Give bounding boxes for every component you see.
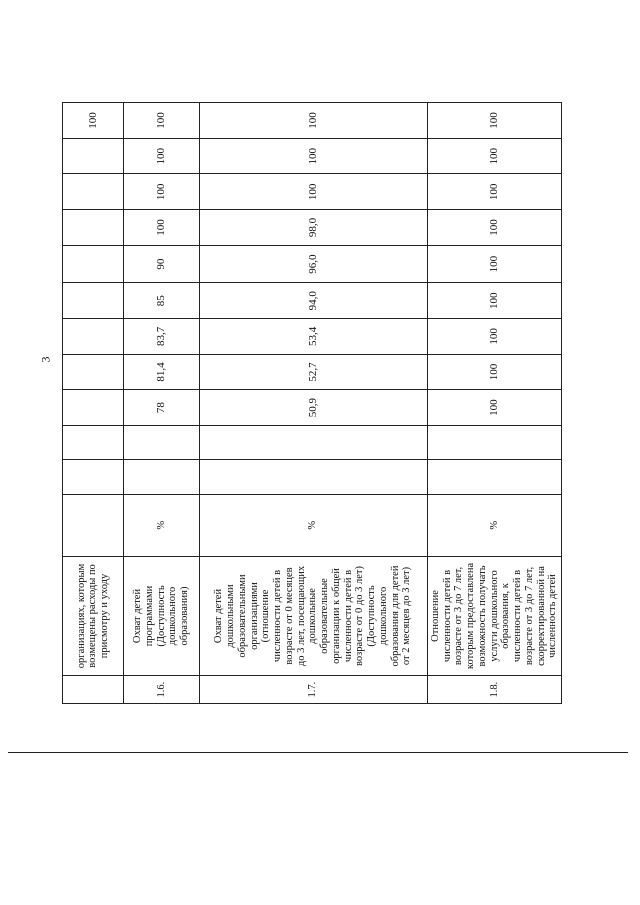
- value-cell: [63, 210, 124, 246]
- unit-cell: [63, 494, 124, 556]
- value-cell: 85: [124, 283, 199, 319]
- value-cell: 96,0: [199, 245, 427, 283]
- value-cell: 100: [199, 138, 427, 174]
- value-cell: 100: [124, 210, 199, 246]
- indicator-table-rotated: [62, 58, 562, 704]
- value-cell: 94,0: [199, 283, 427, 319]
- value-cell: 100: [427, 174, 561, 210]
- row-number-cell: 1.8.: [427, 676, 561, 704]
- value-cell: [63, 319, 124, 355]
- value-cell: [427, 460, 561, 494]
- value-cell: 53,4: [199, 319, 427, 355]
- value-cell: 100: [427, 138, 561, 174]
- value-cell: 100: [427, 103, 561, 139]
- value-cell: 100: [427, 245, 561, 283]
- indicator-name-cell: Охват детей программами (Доступность дошкольного образования): [124, 556, 199, 675]
- row-number-cell: 1.7.: [199, 676, 427, 704]
- value-cell: 100: [199, 174, 427, 210]
- value-cell: [63, 138, 124, 174]
- page-divider-line: [8, 752, 628, 753]
- value-cell: 100: [124, 138, 199, 174]
- page-number: 3: [38, 356, 53, 363]
- value-cell: 100: [427, 319, 561, 355]
- row-number-cell: [63, 676, 124, 704]
- value-cell: [199, 460, 427, 494]
- value-cell: [124, 425, 199, 459]
- value-cell: 50,9: [199, 390, 427, 426]
- value-cell: 100: [124, 174, 199, 210]
- value-cell: 83,7: [124, 319, 199, 355]
- value-cell: 100: [199, 103, 427, 139]
- value-cell: 90: [124, 245, 199, 283]
- unit-cell: %: [427, 494, 561, 556]
- value-cell: 78: [124, 390, 199, 426]
- value-cell: 100: [124, 103, 199, 139]
- value-cell: [63, 354, 124, 390]
- value-cell: 100: [427, 283, 561, 319]
- value-cell: 81,4: [124, 354, 199, 390]
- value-cell: [63, 390, 124, 426]
- unit-cell: %: [199, 494, 427, 556]
- table-row: [63, 59, 124, 704]
- value-cell: [63, 283, 124, 319]
- value-cell: 52,7: [199, 354, 427, 390]
- value-cell: [124, 460, 199, 494]
- value-cell: 100: [427, 210, 561, 246]
- indicator-name-cell: организациях, которым возмещены расходы по присмотру и уходу: [63, 556, 124, 675]
- row-number-cell: 1.6.: [124, 676, 199, 704]
- table-row: [124, 59, 199, 704]
- value-cell: [63, 245, 124, 283]
- indicator-name-cell: Отношение численности детей в возрасте от 3 до 7 лет, которым предоставлена возможность получать услуги дошкольного образования, к численности детей в возрасте от 3 до 7 лет, скорректированной на численность детей: [427, 556, 561, 675]
- unit-cell: %: [124, 494, 199, 556]
- value-cell: 100: [63, 103, 124, 139]
- value-cell: 98,0: [199, 210, 427, 246]
- value-cell: 100: [427, 354, 561, 390]
- value-cell: [63, 425, 124, 459]
- table-row: [199, 59, 427, 704]
- value-cell: [427, 425, 561, 459]
- indicator-table: [62, 58, 562, 704]
- value-cell: 100: [427, 390, 561, 426]
- value-cell: [199, 425, 427, 459]
- value-cell: [63, 460, 124, 494]
- value-cell: [63, 174, 124, 210]
- indicator-name-cell: Охват детей дошкольными образовательными организациями (отношение численности детей в возрасте от 0 месяцев до 3 лет, посещающих дошкольные образовательные организации к общей численности детей в возрасте от 0 до 3 лет) (Доступность дошкольного образования для детей от 2 месяцев до 3 лет): [199, 556, 427, 675]
- table-row: [427, 59, 561, 704]
